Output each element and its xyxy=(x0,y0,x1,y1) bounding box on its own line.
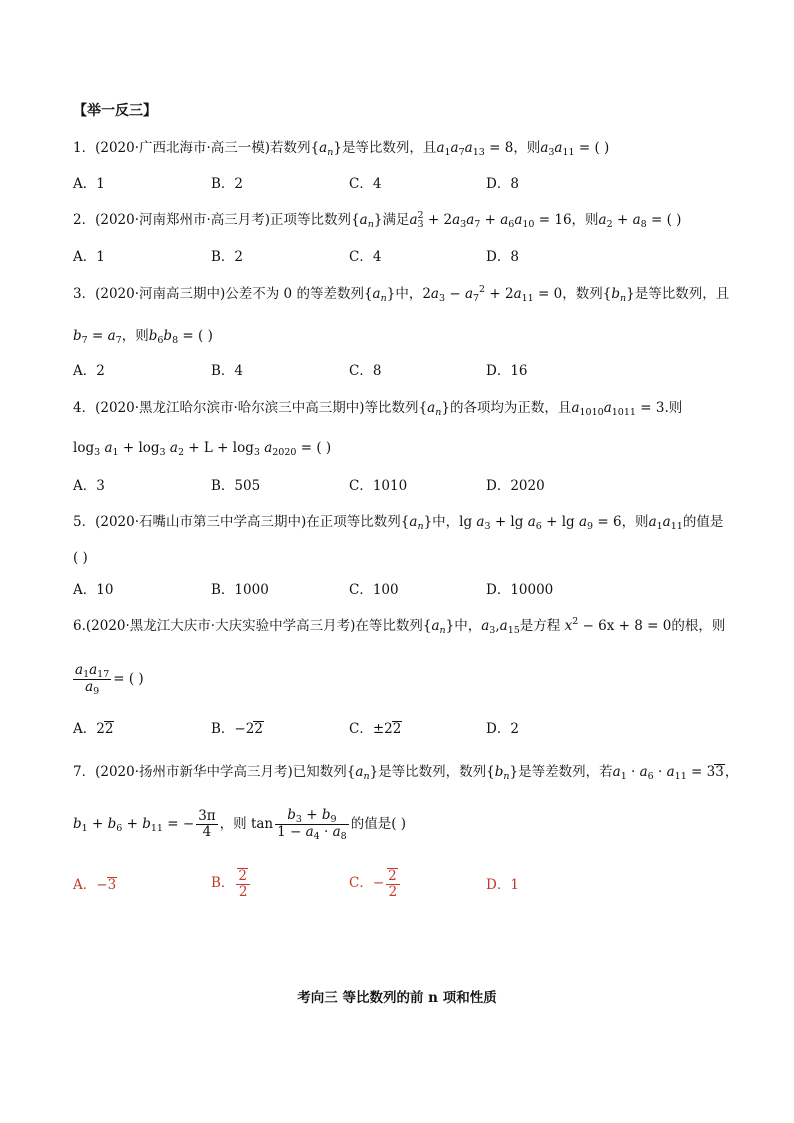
q1-prefix: 1．(2020·广西北海市·高三一模)若数列 xyxy=(73,140,311,156)
q2-option-d[interactable]: D．8 xyxy=(486,249,519,265)
question-6-line2: $\frac{a_1a_{17}}{a_9}$ = ( ) xyxy=(75,662,144,697)
q3-option-d[interactable]: D．16 xyxy=(486,363,528,379)
q3-options xyxy=(73,362,733,380)
question-3-line2: $b_7 = a_7$，则$b_6b_8$ = ( ) xyxy=(73,328,213,346)
q1-options xyxy=(73,175,733,193)
q2-options xyxy=(73,248,733,266)
q4-option-a[interactable]: A．3 xyxy=(73,478,105,494)
question-3: 3．(2020·河南高三期中)公差不为 0 的等差数列$\{a_n\}$中，$2a_3 - a_7^2 + 2a_{11} = 0$，数列$\{b_n\}$是等比数列，且 xyxy=(73,284,730,304)
q3-option-a[interactable]: A．2 xyxy=(73,363,105,379)
q6-option-c[interactable]: C．±22 xyxy=(349,721,402,737)
q5-option-b[interactable]: B．1000 xyxy=(211,582,269,598)
q4-option-d[interactable]: D．2020 xyxy=(486,478,545,494)
q5-options xyxy=(73,581,733,599)
q7-option-c[interactable]: C．− $\frac{2}{2}$ xyxy=(349,866,402,900)
q7-options xyxy=(73,867,733,910)
q6-option-d[interactable]: D．2 xyxy=(486,721,519,737)
q7-option-d[interactable]: D．1 xyxy=(486,877,519,893)
q1-option-d[interactable]: D．8 xyxy=(486,176,519,192)
q1-option-c[interactable]: C．4 xyxy=(349,176,382,192)
question-4-line2: $\log_3 a_1 + \log_3 a_2 + L + \log_3 a_{2020}$ = ( ) xyxy=(73,440,332,458)
question-2: 2．(2020·河南郑州市·高三月考)正项等比数列$\{a_n\}$满足$a^2_3 + 2a_3a_7 + a_6a_{10} = 16$，则$a_2 + a_8$ = ( ) xyxy=(73,210,682,230)
question-5-paren: ( ) xyxy=(73,550,88,566)
q4-option-b[interactable]: B．505 xyxy=(211,478,261,494)
q5-option-d[interactable]: D．10000 xyxy=(486,582,554,598)
question-6: 6.(2020·黑龙江大庆市·大庆实验中学高三月考)在等比数列$\{a_n\}$中，$a_3,a_{15}$是方程 $x^2 - 6x + 8 = 0$的根，则 xyxy=(73,616,726,636)
q2-option-a[interactable]: A．1 xyxy=(73,249,105,265)
section-title: 考向三 等比数列的前 n 项和性质 xyxy=(297,990,497,1006)
q1-option-a[interactable]: A．1 xyxy=(73,176,105,192)
q1-option-b[interactable]: B．2 xyxy=(211,176,244,192)
q2-option-c[interactable]: C．4 xyxy=(349,249,382,265)
q7-option-b[interactable]: B． $\frac{2}{2}$ xyxy=(211,866,252,900)
q5-option-c[interactable]: C．100 xyxy=(349,582,399,598)
q6-option-b[interactable]: B．−22 xyxy=(211,721,263,737)
section-heading: 【举一反三】 xyxy=(73,103,157,119)
q5-option-a[interactable]: A．10 xyxy=(73,582,114,598)
question-7: 7．(2020·扬州市新华中学高三月考)已知数列$\{a_n\}$是等比数列，数列$\{b_n\}$是等差数列，若$a_1 \cdot a_6 \cdot a_{11} = 33$， xyxy=(73,764,739,782)
question-7-line2: $b_1 + b_6 + b_{11}$ = − $\frac{3\pi}{4}$ ，则 tan $\frac{b_3 + b_9}{1 - a_4 \cdot a_8}$ 的值是( ) xyxy=(73,807,407,842)
question-5: 5．(2020·石嘴山市第三中学高三期中)在正项等比数列$\{a_n\}$中，$\lg a_3 + \lg a_6 + \lg a_9 = 6$，则$a_1a_{11}$的值是 xyxy=(73,514,724,532)
q6-option-a[interactable]: A．22 xyxy=(73,721,114,737)
q7-option-a[interactable]: A．−3 xyxy=(73,877,117,893)
q3-option-c[interactable]: C．8 xyxy=(349,363,382,379)
q6-options xyxy=(73,720,733,738)
q3-option-b[interactable]: B．4 xyxy=(211,363,244,379)
q1-mid: 是等比数列，且 xyxy=(341,140,437,156)
question-4: 4．(2020·黑龙江哈尔滨市·哈尔滨三中高三期中)等比数列$\{a_n\}$的各项均为正数，且$a_{1010}a_{1011} = 3$.则 xyxy=(73,400,683,418)
question-1: 1．(2020·广西北海市·高三一模)若数列$\{a_n\}$是等比数列，且$a_1a_7a_{13} = 8$，则$a_3a_{11}$ = ( ) xyxy=(73,140,610,158)
q4-options xyxy=(73,477,733,495)
q2-option-b[interactable]: B．2 xyxy=(211,249,244,265)
q4-option-c[interactable]: C．1010 xyxy=(349,478,408,494)
